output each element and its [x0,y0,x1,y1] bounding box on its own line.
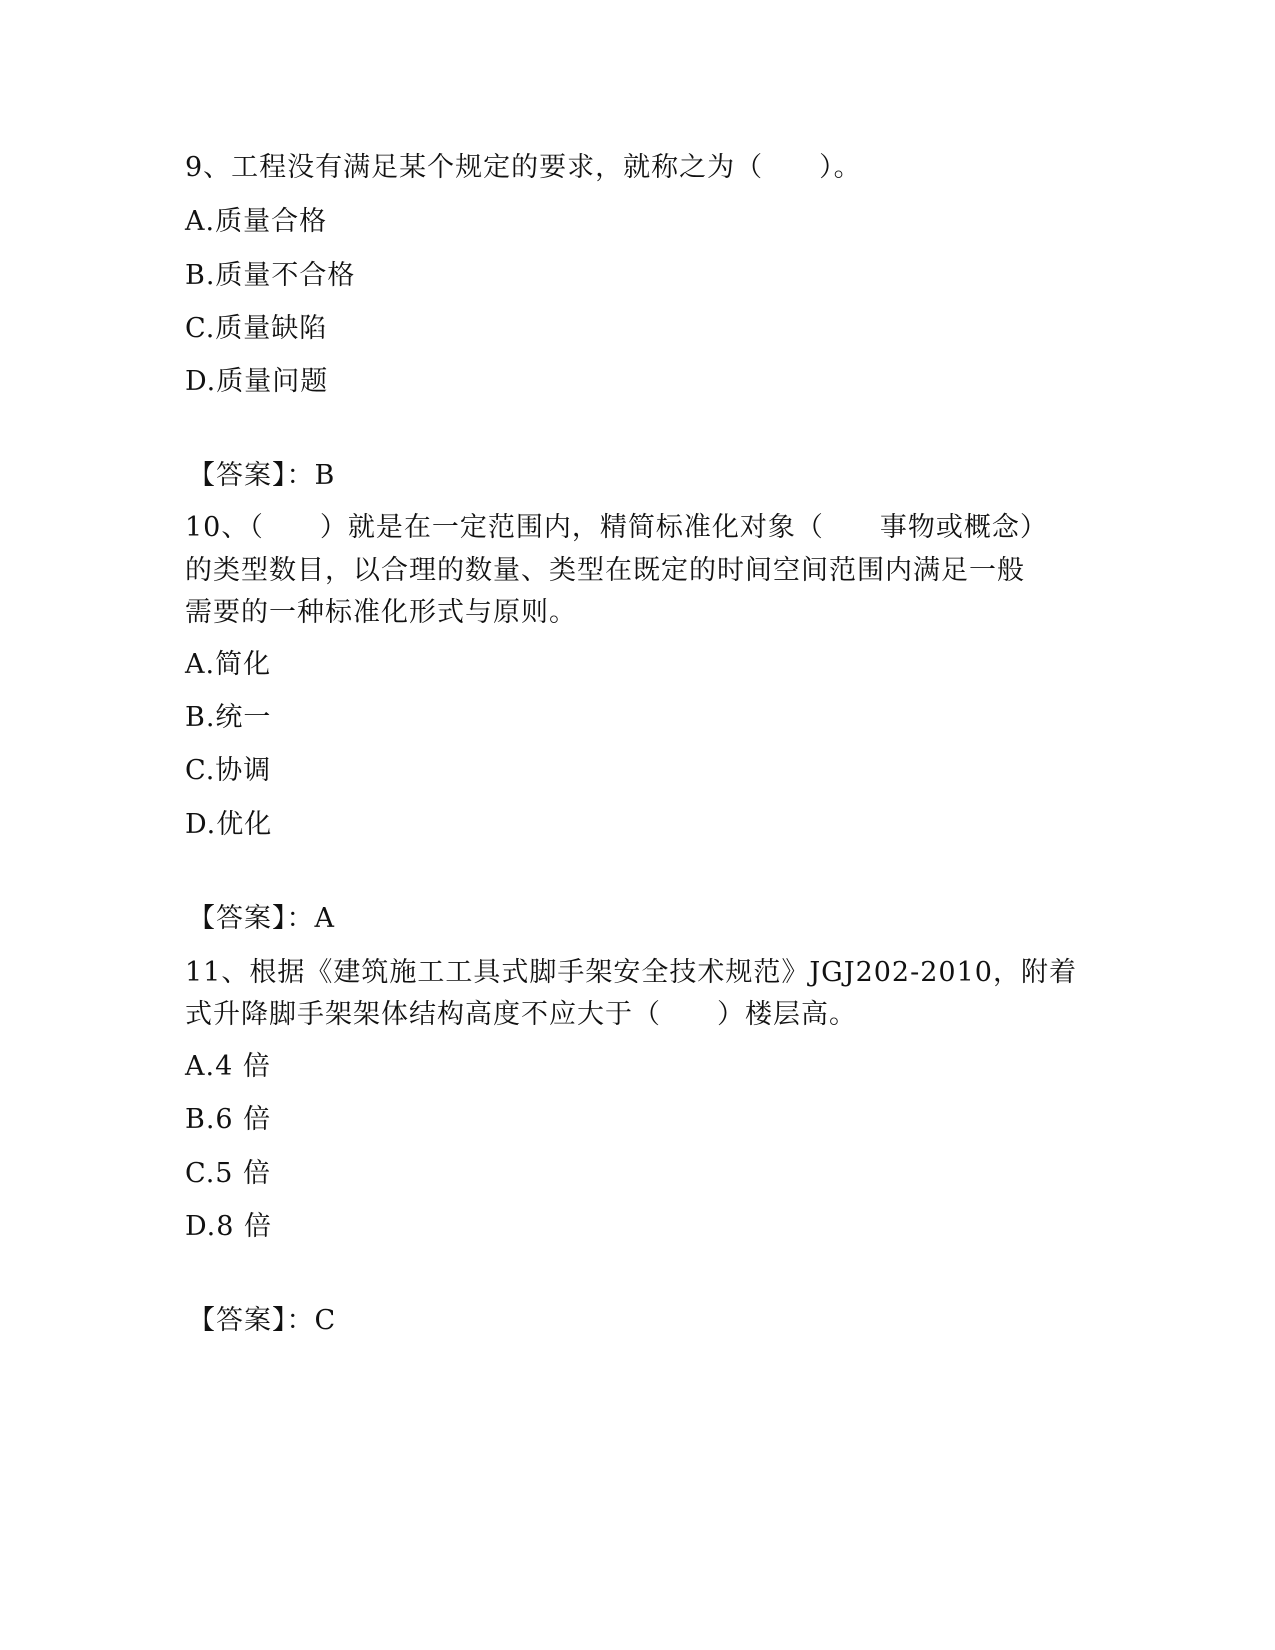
question-10-stem-line-3: 需要的一种标准化形式与原则。 [185,597,577,628]
question-9-option-c: C.质量缺陷 [185,313,328,344]
question-11-option-c: C.5 倍 [185,1158,272,1189]
question-10-option-c: C.协调 [185,755,272,786]
question-11-option-a: A.4 倍 [185,1051,271,1082]
question-11-stem-line-2: 式升降脚手架架体结构高度不应大于（ ）楼层高。 [185,999,857,1030]
question-10-option-d: D.优化 [185,809,273,840]
question-11-option-b: B.6 倍 [185,1104,272,1135]
question-11-answer: 【答案】：C [188,1305,337,1336]
question-10-answer: 【答案】：A [188,903,335,934]
question-10-stem-line-1: 10、（ ）就是在一定范围内，精简标准化对象（ 事物或概念） [185,512,1048,543]
question-10-option-a: A.简化 [185,649,272,680]
question-10-option-b: B.统一 [185,702,272,733]
question-9-option-d: D.质量问题 [185,366,329,397]
question-11-option-d: D.8 倍 [185,1211,273,1242]
question-11-stem-line-1: 11、根据《建筑施工工具式脚手架安全技术规范》JGJ202-2010，附着 [185,957,1077,988]
question-9-stem: 9、工程没有满足某个规定的要求，就称之为（ ）。 [185,152,862,183]
question-9-option-b: B.质量不合格 [185,260,356,291]
question-9-answer: 【答案】：B [188,460,336,491]
question-9-option-a: A.质量合格 [185,206,328,237]
question-10-stem-line-2: 的类型数目，以合理的数量、类型在既定的时间空间范围内满足一般 [185,555,1025,586]
